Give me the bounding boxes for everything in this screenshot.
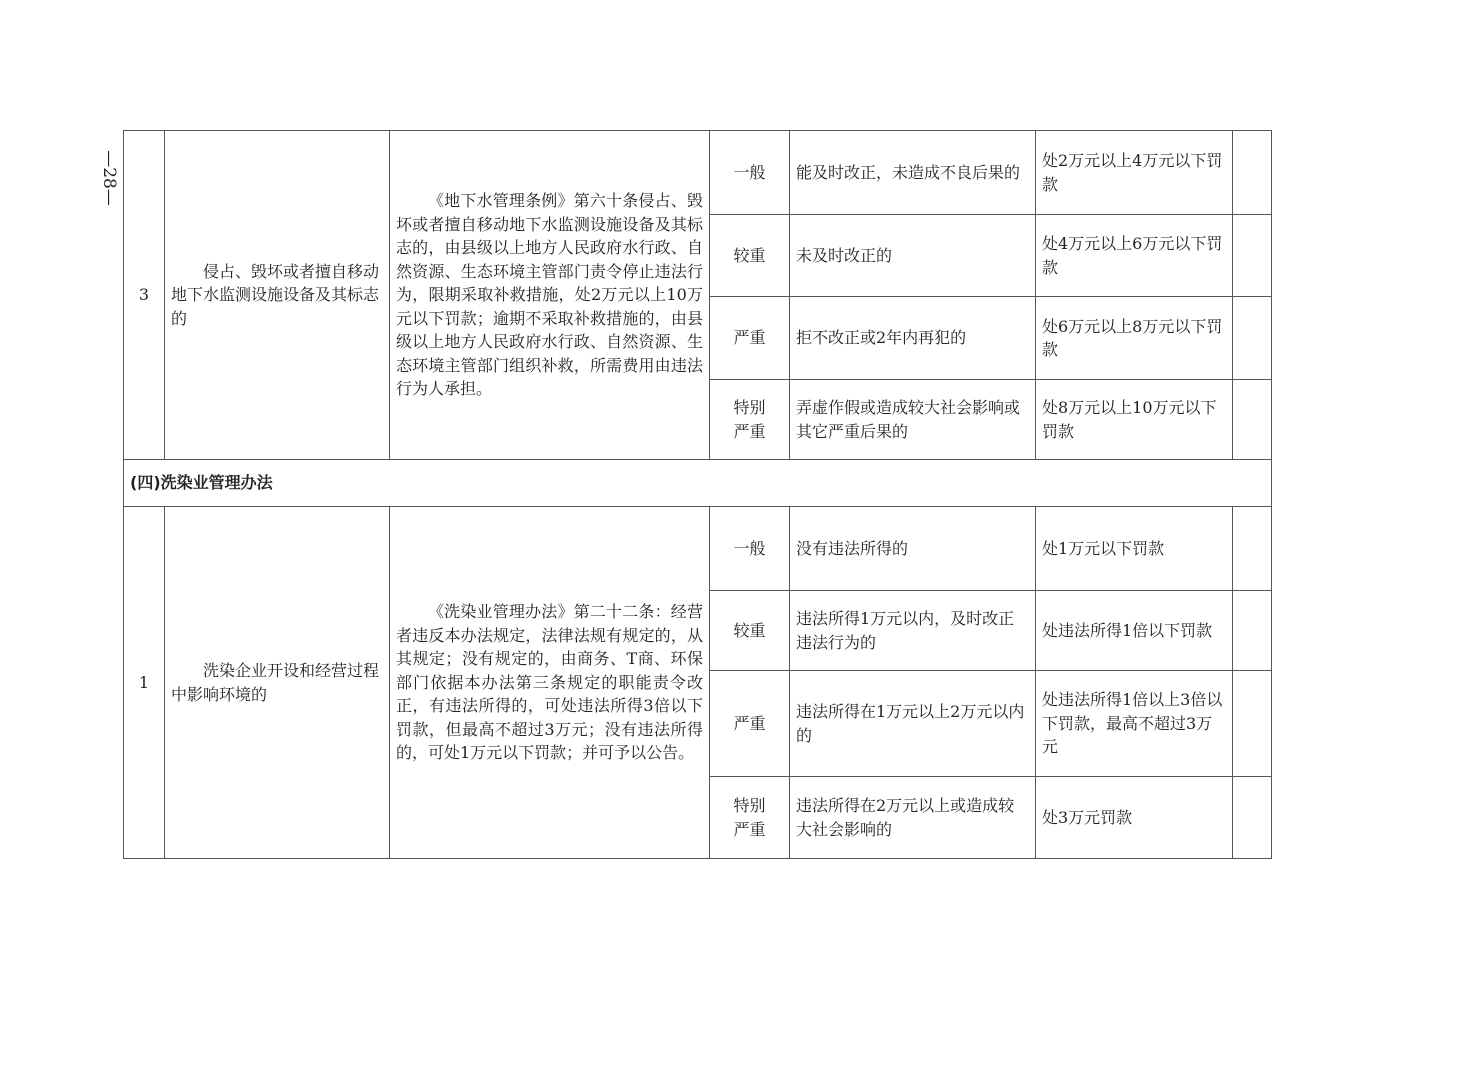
- section-heading: (四)洗染业管理办法: [124, 460, 1272, 507]
- remarks-cell: [1233, 131, 1272, 215]
- severity-level: 特别 严重: [710, 777, 790, 859]
- circumstance: 能及时改正，未造成不良后果的: [790, 131, 1036, 215]
- severity-level: 较重: [710, 215, 790, 297]
- penalty-amount: 处3万元罚款: [1036, 777, 1233, 859]
- penalty-amount: 处违法所得1倍以上3倍以下罚款，最高不超过3万元: [1036, 671, 1233, 777]
- circumstance: 违法所得在2万元以上或造成较大社会影响的: [790, 777, 1036, 859]
- remarks-cell: [1233, 671, 1272, 777]
- violation-behavior: 洗染企业开设和经营过程中影响环境的: [165, 507, 390, 859]
- circumstance: 违法所得1万元以内，及时改正违法行为的: [790, 591, 1036, 671]
- penalty-amount: 处违法所得1倍以下罚款: [1036, 591, 1233, 671]
- item-number: 3: [124, 131, 165, 460]
- circumstance: 没有违法所得的: [790, 507, 1036, 591]
- circumstance: 未及时改正的: [790, 215, 1036, 297]
- violation-behavior: 侵占、毁坏或者擅自移动地下水监测设施设备及其标志的: [165, 131, 390, 460]
- penalty-standards-table: [123, 130, 1272, 859]
- remarks-cell: [1233, 591, 1272, 671]
- circumstance: 违法所得在1万元以上2万元以内的: [790, 671, 1036, 777]
- severity-level: 较重: [710, 591, 790, 671]
- item-number: 1: [124, 507, 165, 859]
- table-row: [124, 507, 1272, 591]
- circumstance: 拒不改正或2年内再犯的: [790, 297, 1036, 380]
- section-row: [124, 460, 1272, 507]
- severity-level: 一般: [710, 131, 790, 215]
- circumstance: 弄虚作假或造成较大社会影响或其它严重后果的: [790, 380, 1036, 460]
- severity-level: 一般: [710, 507, 790, 591]
- severity-level: 特别 严重: [710, 380, 790, 460]
- remarks-cell: [1233, 507, 1272, 591]
- remarks-cell: [1233, 297, 1272, 380]
- penalty-amount: 处1万元以下罚款: [1036, 507, 1233, 591]
- penalty-amount: 处8万元以上10万元以下罚款: [1036, 380, 1233, 460]
- remarks-cell: [1233, 380, 1272, 460]
- penalty-amount: 处6万元以上8万元以下罚款: [1036, 297, 1233, 380]
- remarks-cell: [1233, 215, 1272, 297]
- severity-level: 严重: [710, 671, 790, 777]
- legal-basis: 《地下水管理条例》第六十条侵占、毁坏或者擅自移动地下水监测设施设备及其标志的，由县级以上地方人民政府水行政、自然资源、生态环境主管部门责令停止违法行为，限期采取补救措施，处2万元以上10万元以下罚款；逾期不采取补救措施的，由县级以上地方人民政府水行政、自然资源、生态环境主管部门组织补救，所需费用由违法行为人承担。: [390, 131, 710, 460]
- table-row: [124, 131, 1272, 215]
- legal-basis: 《洗染业管理办法》第二十二条：经营者违反本办法规定，法律法规有规定的，从其规定；没有规定的，由商务、T商、环保部门依据本办法第三条规定的职能责令改正，有违法所得的，可处违法所得3倍以下罚款，但最高不超过3万元；没有违法所得的，可处1万元以下罚款；并可予以公告。: [390, 507, 710, 859]
- penalty-amount: 处4万元以上6万元以下罚款: [1036, 215, 1233, 297]
- severity-level: 严重: [710, 297, 790, 380]
- page-number: —28—: [99, 150, 119, 206]
- remarks-cell: [1233, 777, 1272, 859]
- penalty-amount: 处2万元以上4万元以下罚款: [1036, 131, 1233, 215]
